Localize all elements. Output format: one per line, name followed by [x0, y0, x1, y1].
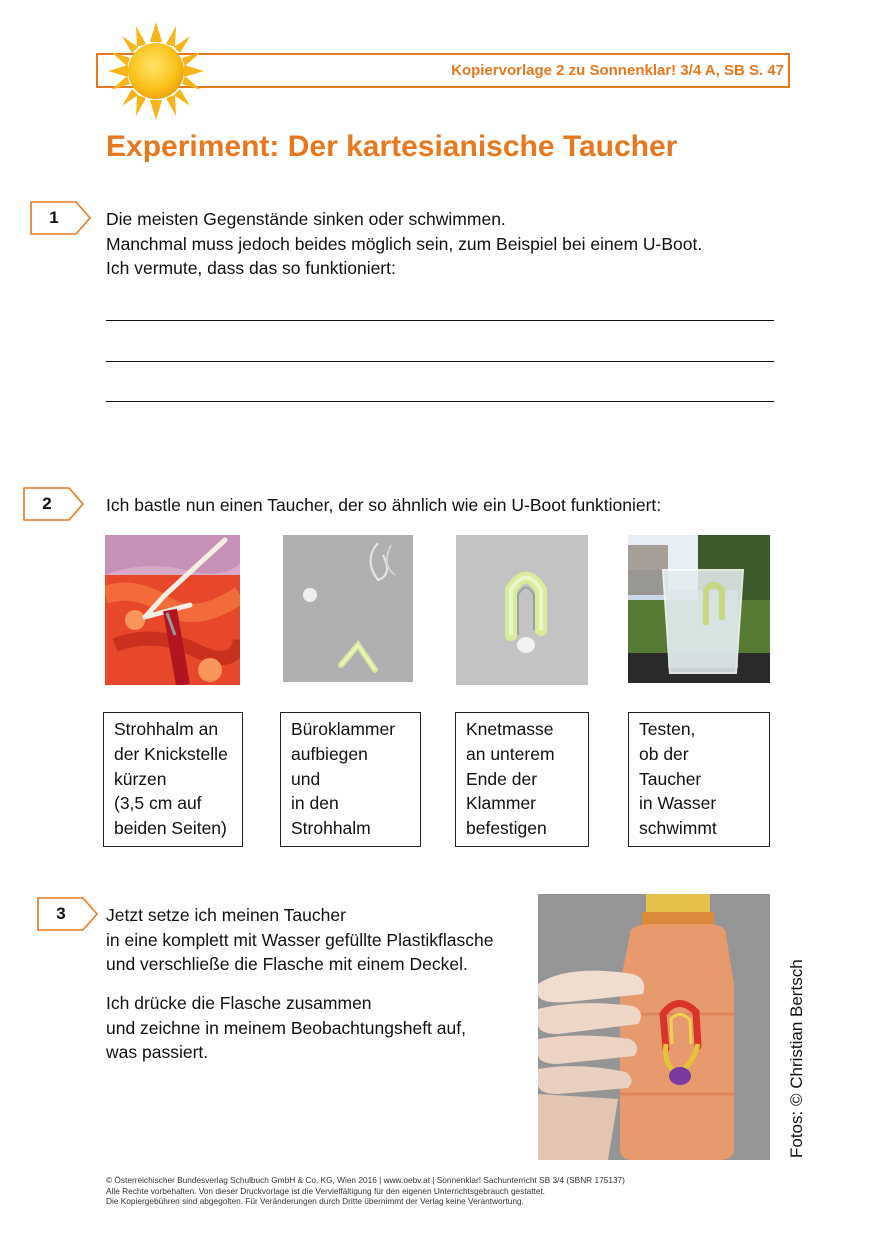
section-number: 2 — [42, 494, 52, 513]
footer-line: © Österreichischer Bundesverlag Schulbuch GmbH & Co. KG, Wien 2016 | www.oebv.at | Sonnenklar! Sachunterricht SB 3/4 (SBNR 175137) — [106, 1175, 625, 1185]
step-caption — [628, 712, 770, 847]
section-number-badge — [23, 487, 85, 521]
text-line: in eine komplett mit Wasser gefüllte Plastikflasche — [106, 929, 494, 950]
caption-line: schwimmt — [639, 818, 717, 839]
straw-cutting-photo — [105, 535, 240, 685]
text-line: Ich drücke die Flasche zusammen — [106, 993, 372, 1013]
caption-line: der Knickstelle — [114, 743, 228, 764]
caption-line: Strohhalm an — [114, 719, 219, 739]
caption-line: Klammer — [466, 793, 537, 814]
section3-paragraph2 — [106, 991, 466, 1065]
answer-line[interactable] — [106, 361, 774, 362]
bottle-hand-photo — [538, 894, 770, 1160]
caption-line: in den — [291, 793, 339, 814]
caption-line: an unterem — [466, 743, 555, 764]
section3-paragraph1 — [106, 903, 493, 977]
caption-line: Büroklammer — [291, 719, 396, 739]
footer — [106, 1175, 625, 1207]
section-number-badge — [30, 201, 92, 235]
answer-line[interactable] — [106, 401, 774, 402]
text-line: Ich vermute, dass das so funktioniert: — [106, 258, 396, 278]
text-line: Die meisten Gegenstände sinken oder schwimmen. — [106, 209, 506, 229]
page-title: Experiment: Der kartesianische Taucher — [106, 130, 678, 163]
step-caption — [455, 712, 589, 847]
caption-line: in Wasser — [639, 793, 717, 814]
caption-line: Testen, — [639, 719, 696, 739]
caption-line: befestigen — [466, 818, 547, 839]
answer-line[interactable] — [106, 320, 774, 321]
footer-line: Alle Rechte vorbehalten. Von dieser Druckvorlage ist die Vervielfältigung für den eigenen Unterrichtsgebrauch gestattet. — [106, 1185, 546, 1196]
clay-photo — [456, 535, 588, 685]
text-line: und zeichne in meinem Beobachtungsheft auf, — [106, 1017, 466, 1038]
section-number-badge — [37, 897, 99, 931]
caption-line: ob der — [639, 743, 689, 764]
caption-line: beiden Seiten) — [114, 818, 227, 839]
text-line: Ich bastle nun einen Taucher, der so ähnlich wie ein U-Boot funktioniert: — [106, 495, 662, 515]
photo-credit: Fotos: © Christian Bertsch — [787, 959, 806, 1158]
caption-line: Ende der — [466, 768, 538, 789]
footer-line: Die Kopiergebühren sind abgegolten. Für Veränderungen durch Dritte übernimmt der Verlag keine Verantwortung. — [106, 1196, 524, 1206]
caption-line: und — [291, 768, 321, 789]
glass-test-photo — [628, 535, 770, 683]
section2-intro — [106, 493, 661, 518]
step-caption — [280, 712, 421, 847]
caption-line: Taucher — [639, 768, 702, 789]
caption-line: (3,5 cm auf — [114, 793, 202, 814]
caption-line: Knetmasse — [466, 719, 554, 739]
section1-text — [106, 207, 702, 281]
caption-line: Strohhalm — [291, 818, 371, 839]
text-line: und verschließe die Flasche mit einem Deckel. — [106, 954, 468, 974]
section-number: 3 — [56, 904, 66, 923]
caption-line: kürzen — [114, 768, 167, 789]
section-number: 1 — [49, 208, 59, 227]
step-caption — [103, 712, 243, 847]
text-line: Jetzt setze ich meinen Taucher — [106, 905, 346, 925]
text-line: Manchmal muss jedoch beides möglich sein, zum Beispiel bei einem U-Boot. — [106, 233, 703, 254]
header-text: Kopiervorlage 2 zu Sonnenklar! 3/4 A, SB S. 47 — [451, 62, 784, 79]
caption-line: aufbiegen — [291, 743, 368, 764]
paperclip-photo — [283, 535, 413, 682]
sun-icon — [108, 22, 204, 120]
text-line: was passiert. — [106, 1042, 209, 1062]
